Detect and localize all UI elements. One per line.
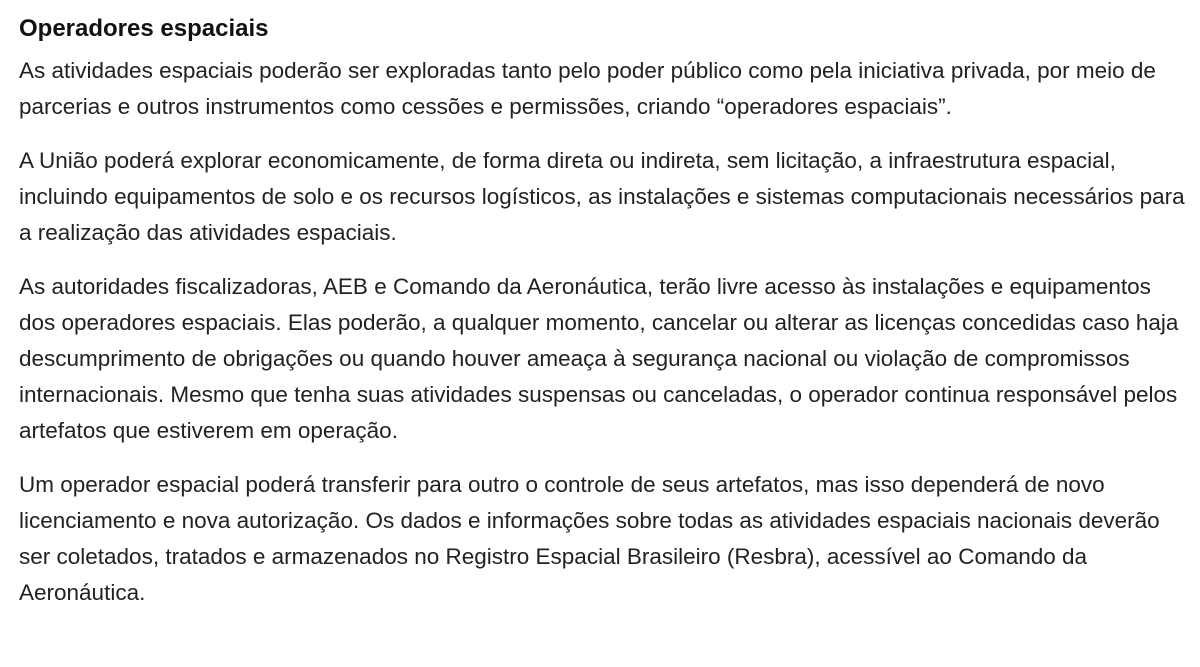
paragraph-4: Um operador espacial poderá transferir para outro o controle de seus artefatos, mas isso dependerá de novo licenciamento e nova autorização. Os dados e informações sobre todas as atividades espaciais nacionais deverão ser coletados, tratados e armazenados no Registro Espacial Brasileiro (Resbra), acessível ao Comando da Aeronáutica.	[19, 472, 1160, 605]
paragraph-2: A União poderá explorar economicamente, de forma direta ou indireta, sem licitação, a infraestrutura espacial, incluindo equipamentos de solo e os recursos logísticos, as instalações e sistemas computacionais necessários para a realização das atividades espaciais.	[19, 148, 1185, 245]
paragraph-3: As autoridades fiscalizadoras, AEB e Comando da Aeronáutica, terão livre acesso às instalações e equipamentos dos operadores espaciais. Elas poderão, a qualquer momento, cancelar ou alterar as licenças concedidas caso haja descumprimento de obrigações ou quando houver ameaça à segurança nacional ou violação de compromissos internacionais. Mesmo que tenha suas atividades suspensas ou canceladas, o operador continua responsável pelos artefatos que estiverem em operação.	[19, 274, 1179, 443]
section-title: Operadores espaciais	[19, 15, 269, 42]
paragraph-1: As atividades espaciais poderão ser exploradas tanto pelo poder público como pela iniciativa privada, por meio de parcerias e outros instrumentos como cessões e permissões, criando “operadores espaciais”.	[19, 58, 1156, 119]
